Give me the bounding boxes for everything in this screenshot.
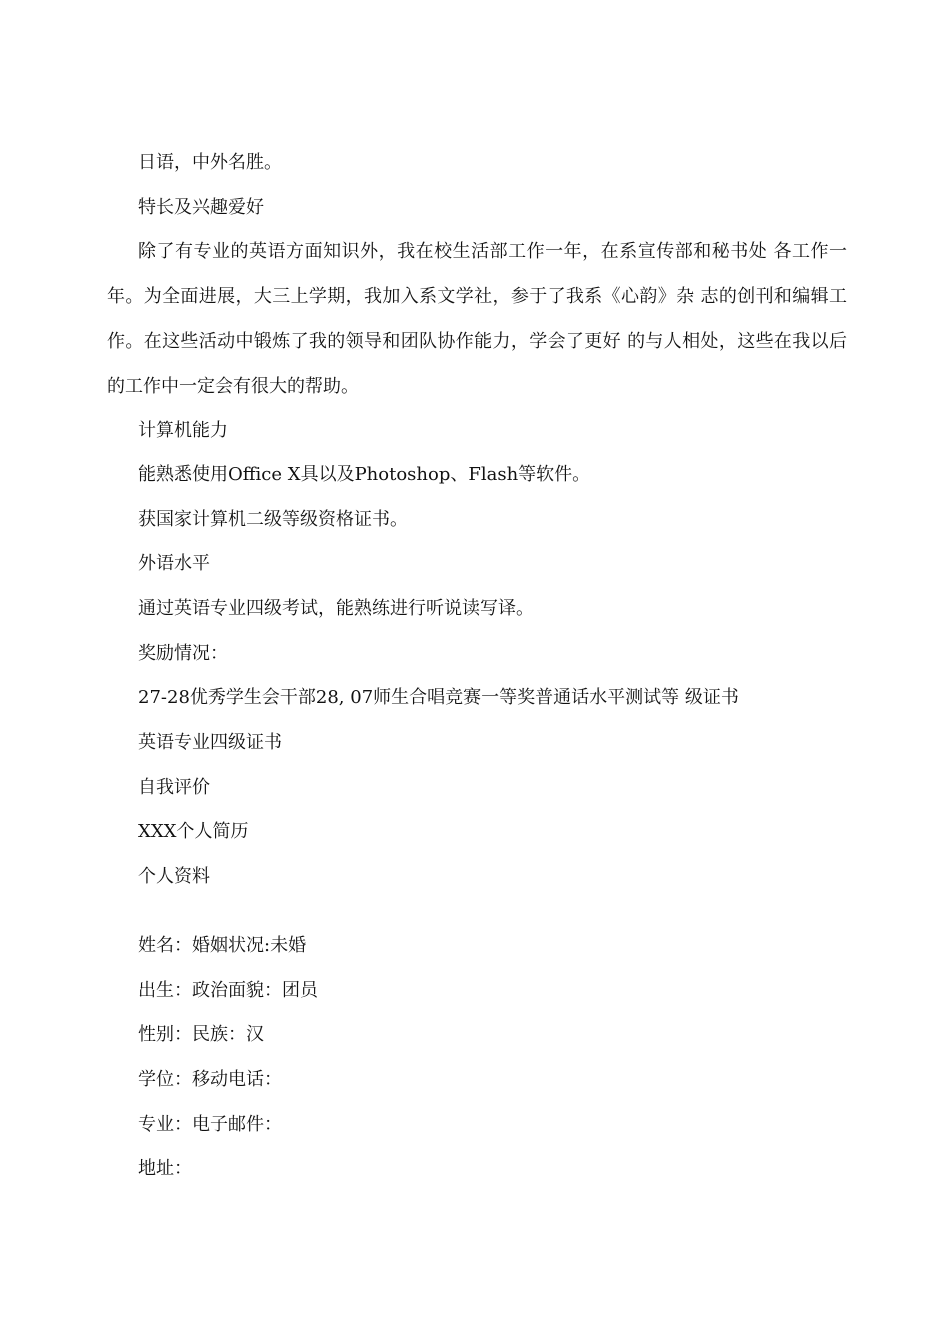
text-line-software: 能熟悉使用Office X具以及Photoshop、Flash等软件。	[138, 464, 591, 485]
text-line-english-level: 通过英语专业四级考试，能熟练进行听说读写译。	[138, 598, 534, 619]
text-line-awards: 27-28优秀学生会干部28, 07师生合唱竞赛一等奖普通话水平测试等 级证书	[138, 687, 739, 708]
field-name-marital: 姓名：婚姻状况:未婚	[138, 935, 307, 956]
title-resume: XXX个人简历	[138, 821, 249, 842]
field-major-email: 专业：电子邮件：	[138, 1114, 282, 1135]
heading-hobbies: 特长及兴趣爱好	[138, 197, 264, 218]
heading-foreign-language: 外语水平	[138, 553, 210, 574]
field-birth-political: 出生：政治面貌：团员	[138, 980, 318, 1001]
text-line-languages: 日语，中外名胜。	[138, 152, 282, 173]
text-line-english-certificate: 英语专业四级证书	[138, 732, 282, 753]
field-degree-phone: 学位：移动电话：	[138, 1069, 282, 1090]
field-address: 地址：	[138, 1158, 192, 1179]
paragraph-hobbies: 除了有专业的英语方面知识外，我在校生活部工作一年，在系宣传部和秘书处 各工作一年。为全面进展，大三上学期，我加入系文学社，参于了我系《心韵》杂 志的创刊和编辑工作。在这些活动中锻炼了我的领导和团队协作能力，学会了更好 的与人相处，这些在我以后的工作中一定会有很大的帮助。	[107, 241, 847, 397]
heading-self-evaluation: 自我评价	[138, 777, 210, 798]
text-line-certificate: 获国家计算机二级等级资格证书。	[138, 509, 408, 530]
heading-computer-skills: 计算机能力	[138, 420, 228, 441]
heading-personal-info: 个人资料	[138, 866, 210, 887]
field-gender-ethnicity: 性别：民族：汉	[138, 1024, 264, 1045]
heading-awards: 奖励情况：	[138, 643, 228, 664]
